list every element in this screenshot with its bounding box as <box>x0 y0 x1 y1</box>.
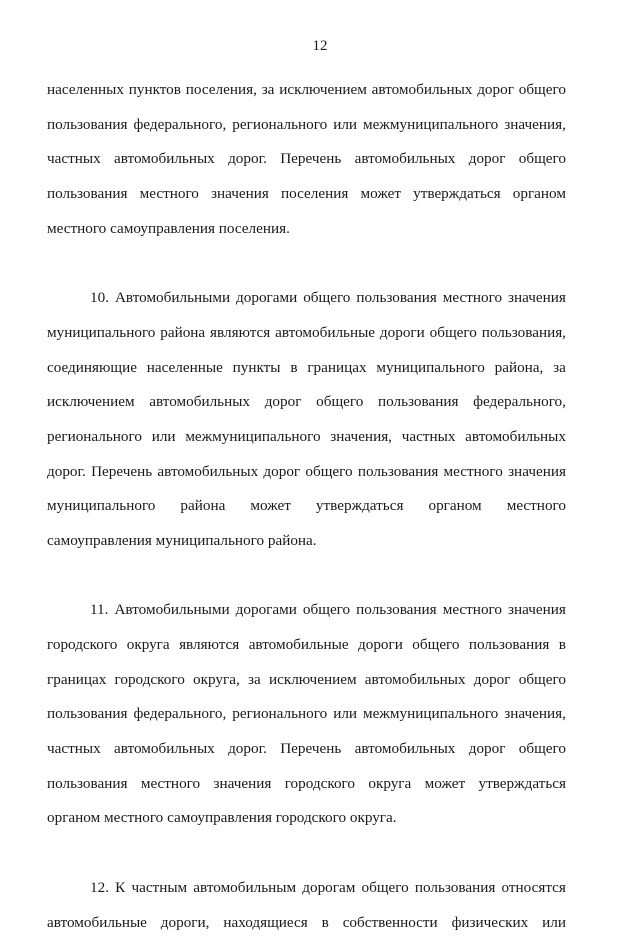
text-line: исключением автомобильных дорог общего пользования федерального, <box>47 385 566 420</box>
text-line: регионального или межмуниципального значения, частных автомобильных <box>47 420 566 455</box>
text-line: частных автомобильных дорог. Перечень автомобильных дорог общего <box>47 732 566 767</box>
text-line: границах городского округа, за исключением автомобильных дорог общего <box>47 663 566 698</box>
text-line: пользования федерального, регионального или межмуниципального значения, <box>47 108 566 143</box>
text-line: дорог. Перечень автомобильных дорог общего пользования местного значения <box>47 455 566 490</box>
text-line: 11. Автомобильными дорогами общего пользования местного значения <box>47 593 566 628</box>
text-line: населенных пунктов поселения, за исключением автомобильных дорог общего <box>47 73 566 108</box>
text-line: частных автомобильных дорог. Перечень автомобильных дорог общего <box>47 142 566 177</box>
paragraph-gap <box>47 836 566 871</box>
page-number: 12 <box>0 36 640 56</box>
text-line: пользования местного значения поселения может утверждаться органом <box>47 177 566 212</box>
text-line: городского округа являются автомобильные дороги общего пользования в <box>47 628 566 663</box>
text-line: автомобильные дороги, находящиеся в собственности физических или <box>47 906 566 940</box>
paragraph-gap <box>47 559 566 594</box>
text-line: 10. Автомобильными дорогами общего пользования местного значения <box>47 281 566 316</box>
text-line: 12. К частным автомобильным дорогам общего пользования относятся <box>47 871 566 906</box>
text-line: органом местного самоуправления городского округа. <box>47 801 566 836</box>
text-line: местного самоуправления поселения. <box>47 212 566 247</box>
text-line: пользования местного значения городского округа может утверждаться <box>47 767 566 802</box>
document-body <box>47 73 566 940</box>
text-line: муниципального района являются автомобильные дороги общего пользования, <box>47 316 566 351</box>
text-line: самоуправления муниципального района. <box>47 524 566 559</box>
paragraph-gap <box>47 246 566 281</box>
text-line: пользования федерального, регионального или межмуниципального значения, <box>47 697 566 732</box>
text-line: муниципального района может утверждаться органом местного <box>47 489 566 524</box>
text-line: соединяющие населенные пункты в границах муниципального района, за <box>47 351 566 386</box>
